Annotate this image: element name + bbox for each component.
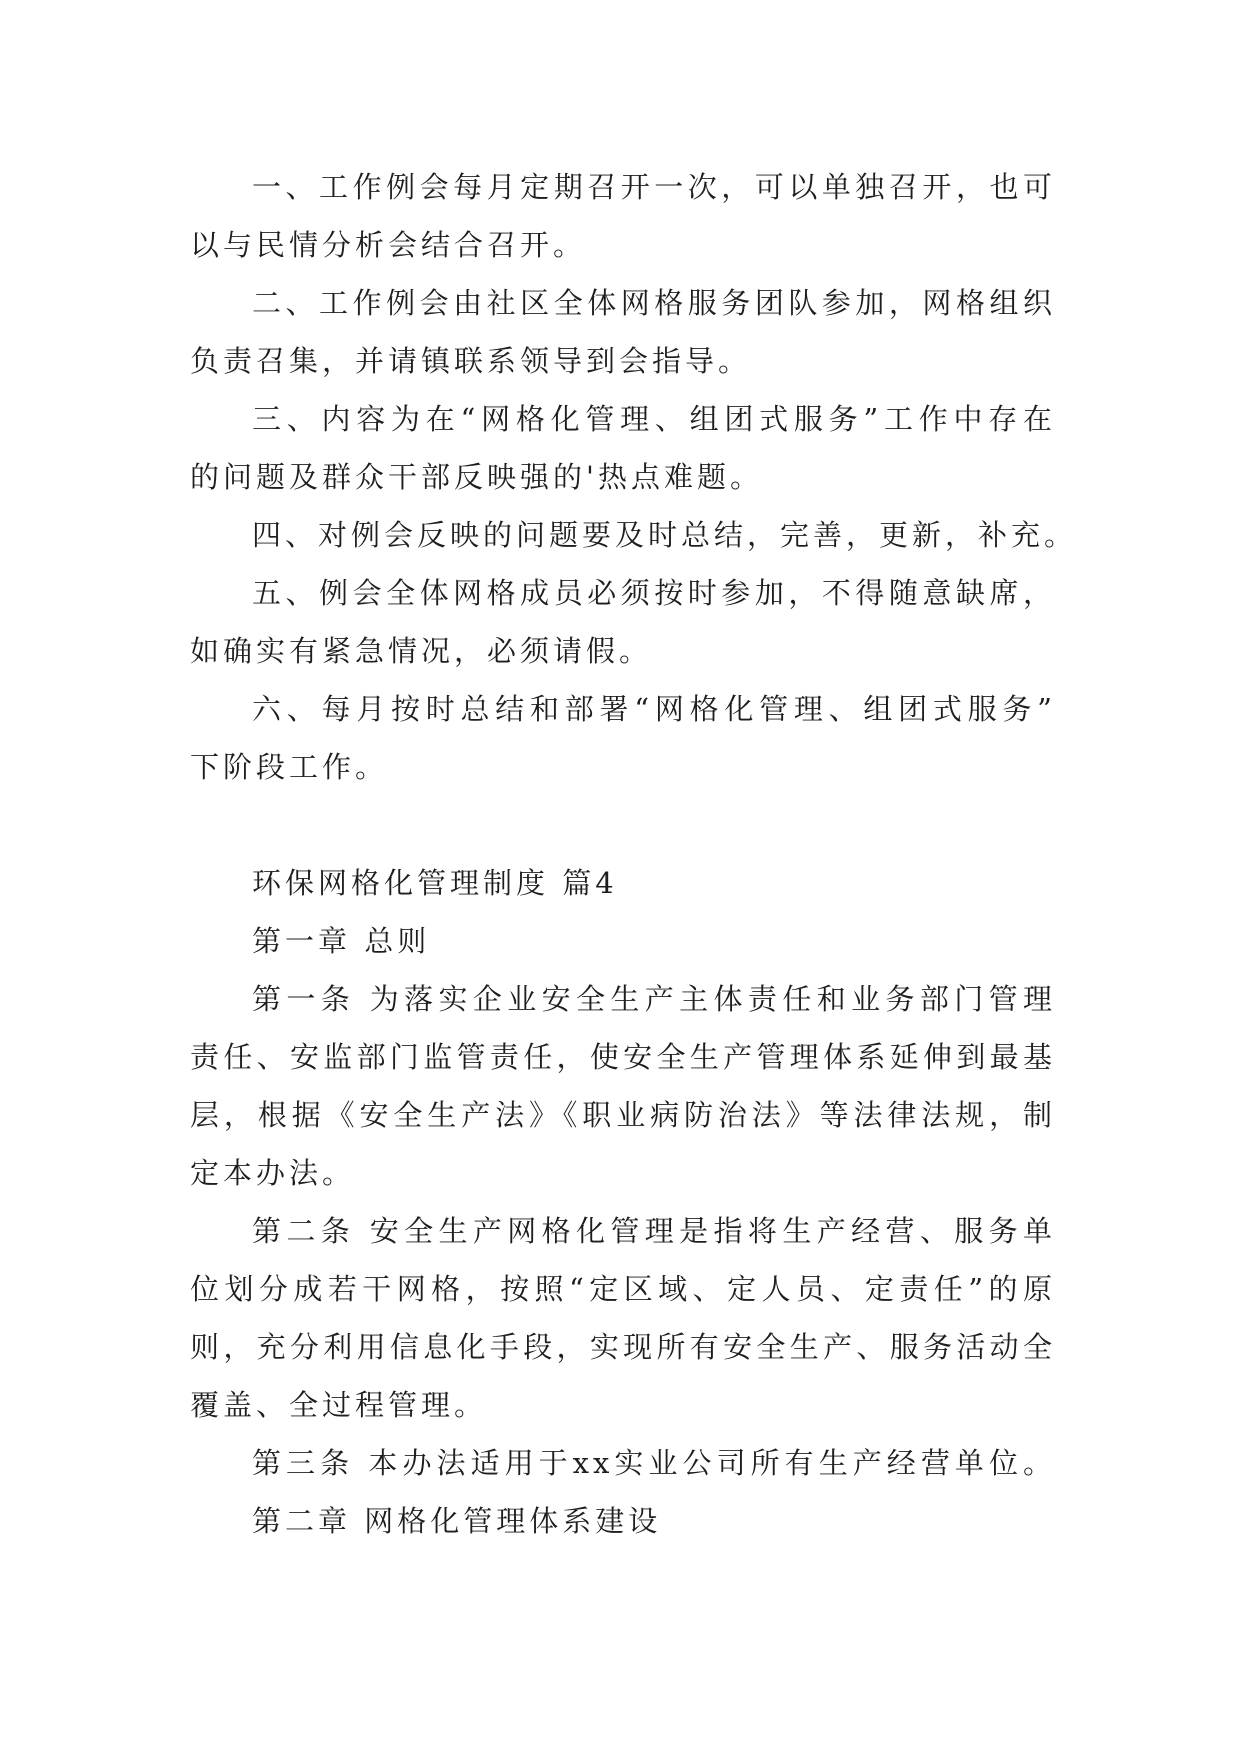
paragraph-4-line-1: 四、对例会反映的问题要及时总结，完善，更新，补充。 <box>252 518 1078 552</box>
article-2-line-3: 则，充分利用信息化手段，实现所有安全生产、服务活动全 <box>190 1330 1056 1364</box>
article-1-line-4: 定本办法。 <box>190 1156 356 1190</box>
chapter-1-heading: 第一章 总则 <box>252 924 431 958</box>
article-2-line-2: 位划分成若干网格，按照“定区域、定人员、定责任”的原 <box>190 1272 1056 1306</box>
paragraph-2-line-1: 二、工作例会由社区全体网格服务团队参加，网格组织 <box>252 286 1056 320</box>
chapter-2-heading: 第二章 网格化管理体系建设 <box>252 1504 662 1538</box>
paragraph-6-line-2: 下阶段工作。 <box>190 750 389 784</box>
document-body <box>190 158 1078 1550</box>
section-gap <box>190 796 1056 854</box>
section-title: 环保网格化管理制度 篇4 <box>252 866 618 900</box>
paragraph-1-line-1: 一、工作例会每月定期召开一次，可以单独召开，也可 <box>252 170 1056 204</box>
paragraph-5-line-2: 如确实有紧急情况，必须请假。 <box>190 634 653 668</box>
paragraph-5-line-1: 五、例会全体网格成员必须按时参加，不得随意缺席， <box>252 576 1056 610</box>
article-1-line-2: 责任、安监部门监管责任，使安全生产管理体系延伸到最基 <box>190 1040 1056 1074</box>
paragraph-3-line-2: 的问题及群众干部反映强的'热点难题。 <box>190 460 763 494</box>
article-1-line-3: 层，根据《安全生产法》《职业病防治法》等法律法规，制 <box>190 1098 1056 1132</box>
article-1-line-1: 第一条 为落实企业安全生产主体责任和业务部门管理 <box>252 982 1056 1016</box>
paragraph-3-line-1: 三、内容为在“网格化管理、组团式服务”工作中存在 <box>252 402 1056 436</box>
paragraph-1-line-2: 以与民情分析会结合召开。 <box>190 228 587 262</box>
paragraph-2-line-2: 负责召集，并请镇联系领导到会指导。 <box>190 344 752 378</box>
paragraph-6-line-1: 六、每月按时总结和部署“网格化管理、组团式服务” <box>252 692 1056 726</box>
article-3-line-1: 第三条 本办法适用于xx实业公司所有生产经营单位。 <box>252 1446 1056 1480</box>
article-2-line-4: 覆盖、全过程管理。 <box>190 1388 488 1422</box>
article-2-line-1: 第二条 安全生产网格化管理是指将生产经营、服务单 <box>252 1214 1056 1248</box>
